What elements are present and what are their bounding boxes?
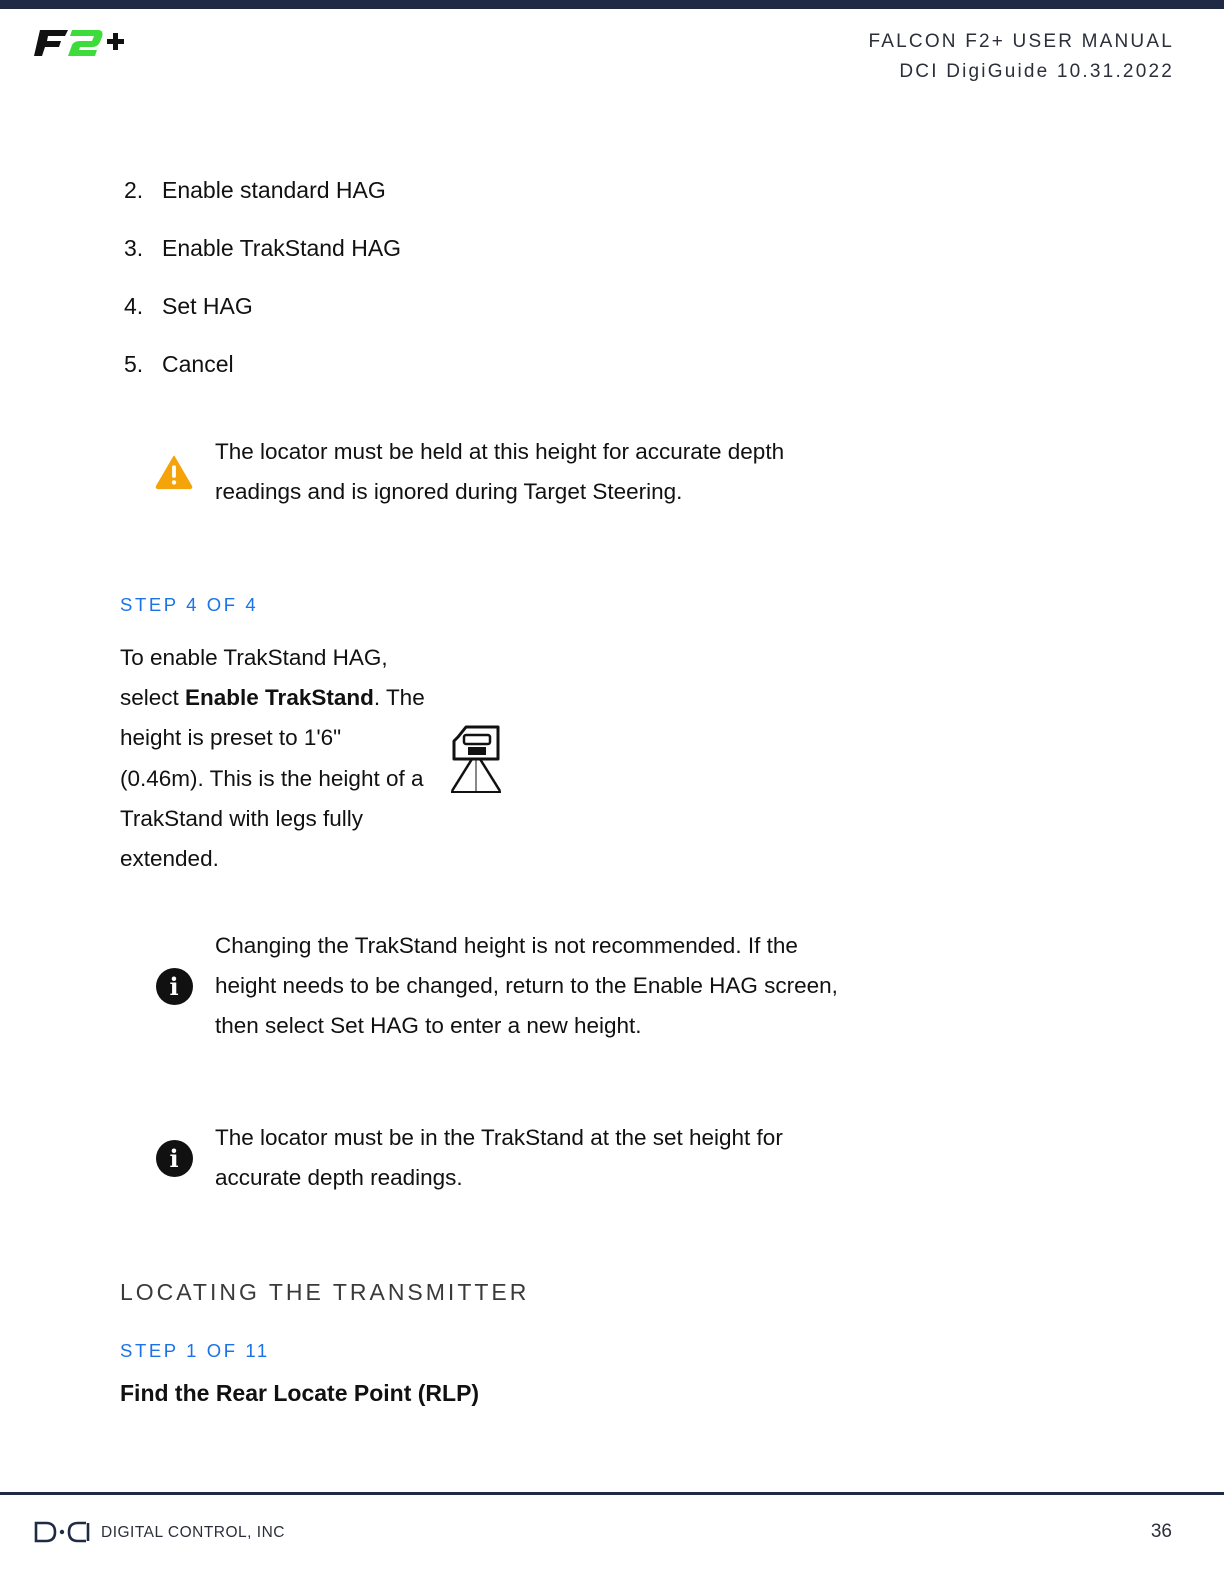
- footer-company-name: DIGITAL CONTROL, INC: [101, 1524, 285, 1541]
- warning-note-text: The locator must be held at this height for accurate depth readings and is ignored during Target Steering.: [215, 439, 785, 504]
- step-1-label: STEP 1 OF 11: [120, 1340, 270, 1361]
- info-note-text: The locator must be in the TrakStand at the set height for accurate depth readings.: [215, 1125, 783, 1190]
- list-item-label: Enable standard HAG: [162, 177, 386, 203]
- info-icon: i: [156, 968, 193, 1005]
- step-4-description: [120, 638, 430, 879]
- list-item: [124, 288, 401, 346]
- list-item-number: 5.: [124, 351, 144, 377]
- list-item-number: 2.: [124, 177, 144, 203]
- page-number: 36: [1150, 1521, 1172, 1542]
- list-item: [124, 172, 401, 230]
- f2-plus-logo: [34, 26, 126, 60]
- top-bar: [0, 0, 1224, 9]
- dci-logo: [34, 1521, 90, 1543]
- menu-option-list: [124, 172, 401, 404]
- section-title: LOCATING THE TRANSMITTER: [120, 1279, 530, 1305]
- header-title: [869, 27, 1175, 87]
- step-4-text-pre: To enable TrakStand HAG, select: [120, 645, 388, 711]
- enable-trakstand-option: Enable TrakStand: [185, 685, 374, 711]
- info-icon-wrapper: [155, 1139, 193, 1177]
- step-4-label: STEP 4 OF 4: [120, 594, 259, 615]
- list-item: [124, 230, 401, 288]
- manual-title: FALCON F2+ USER MANUAL: [868, 31, 1174, 52]
- trakstand-icon: [448, 723, 504, 795]
- info-note-change-height: [155, 926, 865, 1046]
- list-item-number: 3.: [124, 235, 144, 261]
- list-item-label: Set HAG: [162, 293, 253, 319]
- list-item-label: Cancel: [162, 351, 234, 377]
- info-icon: i: [156, 1140, 193, 1177]
- warning-note: [155, 432, 865, 512]
- step-4-text-post: . The height is preset to 1'6" (0.46m). This is the height of a TrakStand with legs fully extended.: [120, 685, 425, 872]
- step-1-heading: Find the Rear Locate Point (RLP): [120, 1380, 480, 1406]
- info-note-text: Changing the TrakStand height is not recommended. If the height needs to be changed, return to the Enable HAG screen, then select Set HAG to enter a new height.: [215, 933, 838, 1038]
- list-item-number: 4.: [124, 293, 144, 319]
- info-icon-wrapper: [155, 967, 193, 1005]
- list-item: [124, 346, 401, 404]
- list-item-label: Enable TrakStand HAG: [162, 235, 402, 261]
- warning-icon: [155, 453, 193, 491]
- footer-divider: [0, 1492, 1224, 1495]
- info-note-trakstand-height: [155, 1118, 865, 1198]
- guide-version: DCI DigiGuide 10.31.2022: [899, 61, 1174, 82]
